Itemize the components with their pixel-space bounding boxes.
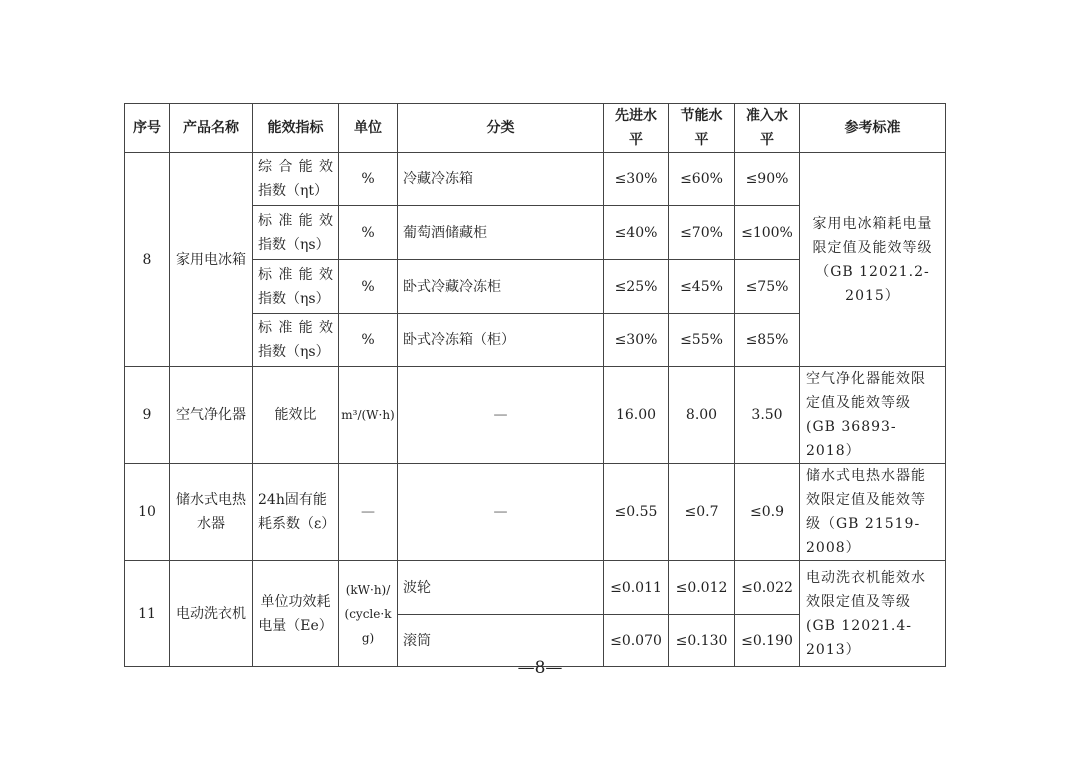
row-entry: 3.50: [735, 367, 800, 464]
col-header-indicator: 能效指标: [253, 104, 339, 153]
row-unit: %: [339, 153, 398, 206]
row-standard: 家用电冰箱耗电量限定值及能效等级（GB 12021.2-2015）: [800, 153, 946, 367]
col-header-unit: 单位: [339, 104, 398, 153]
indicator-line2: 指数（ηs）: [258, 344, 330, 360]
indicator-line2: 指数（ηs）: [258, 236, 330, 253]
row-saving: ≤60%: [669, 153, 735, 206]
row-category: 卧式冷冻箱（柜）: [398, 314, 604, 367]
row-saving: ≤45%: [669, 260, 735, 314]
row-product: 空气净化器: [170, 367, 253, 464]
row-entry: ≤75%: [735, 260, 800, 314]
row-entry: ≤0.022: [735, 561, 800, 615]
row-advanced: ≤40%: [604, 206, 669, 260]
row-product: 家用电冰箱: [170, 153, 253, 367]
row-advanced: ≤25%: [604, 260, 669, 314]
row-unit: %: [339, 314, 398, 367]
row-advanced: ≤30%: [604, 153, 669, 206]
row-standard: 电动洗衣机能效水效限定值及等级(GB 12021.4-2013）: [800, 561, 946, 667]
row-indicator: 24h固有能耗系数（ε）: [253, 464, 339, 561]
row-no: 10: [125, 464, 170, 561]
row-unit: %: [339, 206, 398, 260]
row-product: 电动洗衣机: [170, 561, 253, 667]
row-indicator: 能效比: [253, 367, 339, 464]
energy-efficiency-table: [124, 103, 946, 667]
row-advanced: ≤30%: [604, 314, 669, 367]
row-entry: ≤85%: [735, 314, 800, 367]
indicator-line1: 标准能效: [258, 320, 333, 336]
row-category: 滚筒: [398, 615, 604, 667]
row-unit: (kW·h)/(cycle·kg): [339, 561, 398, 667]
table-row: [125, 153, 946, 206]
col-header-product: 产品名称: [170, 104, 253, 153]
row-indicator: [253, 260, 339, 314]
row-standard: 空气净化器能效限定值及能效等级(GB 36893-2018）: [800, 367, 946, 464]
row-entry: ≤90%: [735, 153, 800, 206]
indicator-line2: 指数（ηs）: [258, 290, 330, 307]
header-row: [125, 104, 946, 153]
indicator-line1: 标准能效: [258, 212, 333, 229]
row-indicator: [253, 314, 339, 367]
row-saving: ≤70%: [669, 206, 735, 260]
col-header-saving: 节能水平: [669, 104, 735, 153]
row-category: 卧式冷藏冷冻柜: [398, 260, 604, 314]
table-row: [125, 561, 946, 615]
row-no: 9: [125, 367, 170, 464]
row-saving: 8.00: [669, 367, 735, 464]
indicator-line1: 标准能效: [258, 266, 333, 283]
col-header-standard: 参考标准: [800, 104, 946, 153]
row-indicator: 单位功效耗电量（Ee）: [253, 561, 339, 667]
page-number: —8—: [517, 658, 563, 678]
row-saving: ≤55%: [669, 314, 735, 367]
row-unit: %: [339, 260, 398, 314]
col-header-category: 分类: [398, 104, 604, 153]
row-category: 葡萄酒储藏柜: [398, 206, 604, 260]
row-no: 11: [125, 561, 170, 667]
row-unit: m³/(W·h): [339, 367, 398, 464]
indicator-line1: 综合能效: [258, 159, 333, 175]
row-indicator: [253, 153, 339, 206]
row-standard: 储水式电热水器能效限定值及能效等级（GB 21519-2008）: [800, 464, 946, 561]
col-header-no: 序号: [125, 104, 170, 153]
row-advanced: ≤0.070: [604, 615, 669, 667]
row-category: —: [398, 464, 604, 561]
row-advanced: 16.00: [604, 367, 669, 464]
table-row: [125, 367, 946, 464]
row-entry: ≤0.190: [735, 615, 800, 667]
row-indicator: [253, 206, 339, 260]
indicator-line2: 指数（ηt）: [258, 183, 329, 199]
row-entry: ≤0.9: [735, 464, 800, 561]
row-category: —: [398, 367, 604, 464]
col-header-advanced: 先进水平: [604, 104, 669, 153]
row-product: 储水式电热水器: [170, 464, 253, 561]
row-category: 冷藏冷冻箱: [398, 153, 604, 206]
row-entry: ≤100%: [735, 206, 800, 260]
row-unit: —: [339, 464, 398, 561]
row-category: 波轮: [398, 561, 604, 615]
row-saving: ≤0.7: [669, 464, 735, 561]
row-advanced: ≤0.011: [604, 561, 669, 615]
row-advanced: ≤0.55: [604, 464, 669, 561]
row-saving: ≤0.130: [669, 615, 735, 667]
table-row: [125, 464, 946, 561]
row-no: 8: [125, 153, 170, 367]
col-header-entry: 准入水平: [735, 104, 800, 153]
row-saving: ≤0.012: [669, 561, 735, 615]
